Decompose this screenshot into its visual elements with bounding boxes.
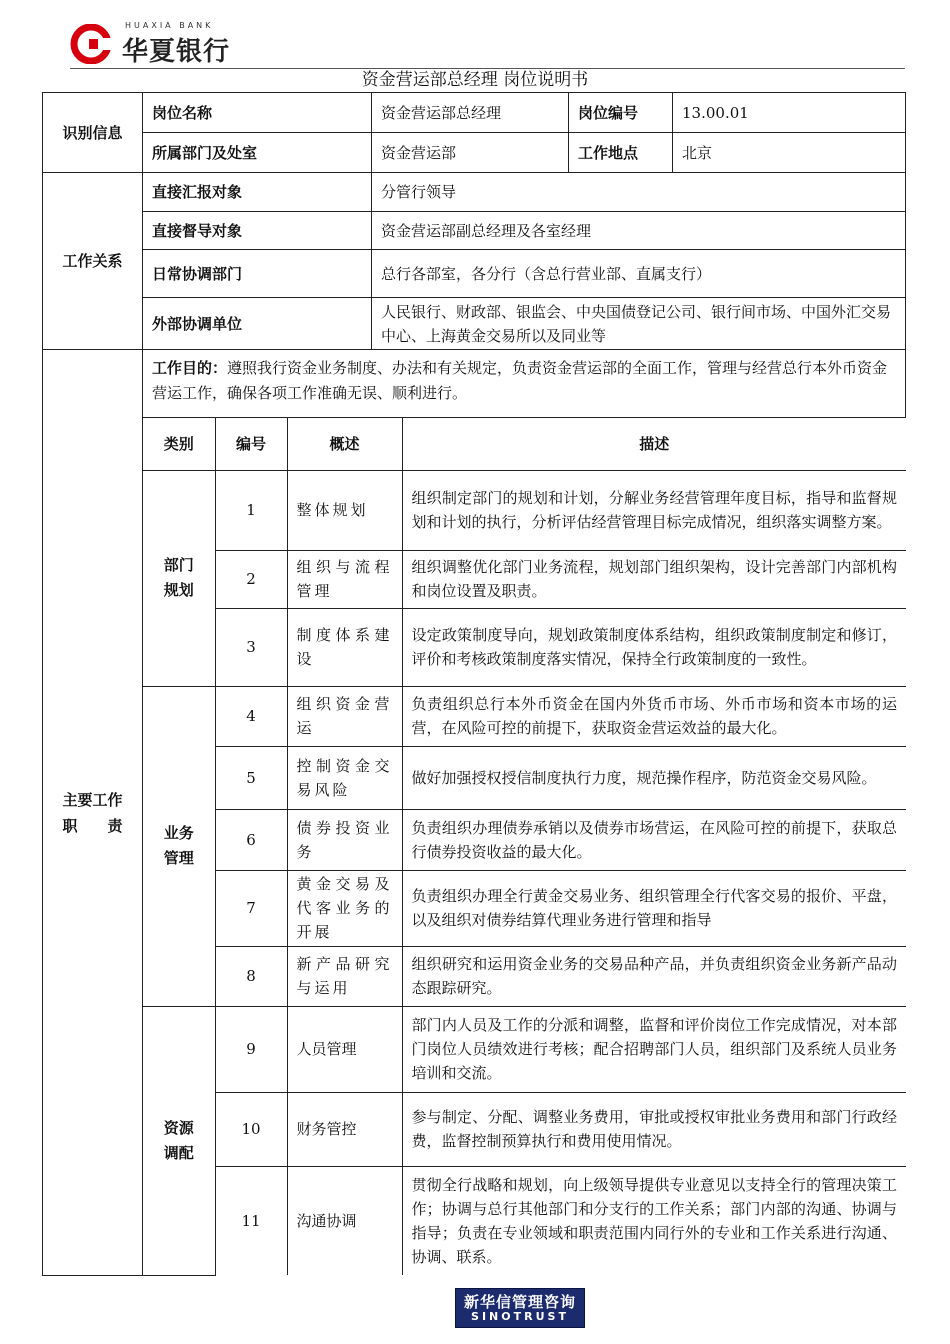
duty-description: 设定政策制度导向，规划政策制度体系结构，组织政策制度制定和修订，评价和考核政策制度落实情况，保持全行政策制度的一致性。 <box>402 608 906 686</box>
duty-number: 6 <box>215 809 287 870</box>
category-cell <box>143 1006 215 1275</box>
category-label: 资源调配 <box>163 1118 194 1162</box>
post-code-label: 岗位编号 <box>569 93 673 133</box>
duty-row <box>143 686 906 746</box>
duty-summary: 沟通协调 <box>287 1166 402 1275</box>
brand-name-cn: 华夏银行 <box>122 37 231 67</box>
section-duties-label: 主要工作职 责 <box>62 790 123 835</box>
duty-number: 7 <box>215 870 287 946</box>
job-description-table <box>42 92 906 1276</box>
location-value: 北京 <box>673 133 906 173</box>
duty-description: 负责组织办理债券承销以及债券市场营运，在风险可控的前提下，获取总行债券投资收益的最大化。 <box>402 809 906 870</box>
purpose-label: 工作目的： <box>152 359 228 377</box>
duty-summary: 人员管理 <box>287 1006 402 1092</box>
page-header <box>0 0 950 70</box>
duty-description: 组织调整优化部门业务流程，规划部门组织架构，设计完善部门内部机构和岗位设置及职责。 <box>402 550 906 608</box>
duty-row <box>143 946 906 1006</box>
duty-number: 11 <box>215 1166 287 1275</box>
duty-row <box>143 550 906 608</box>
footer-name-cn: 新华信管理咨询 <box>463 1293 576 1311</box>
relation-label: 日常协调部门 <box>143 250 372 298</box>
duty-number: 9 <box>215 1006 287 1092</box>
relation-row <box>43 250 906 298</box>
duty-summary: 财务管控 <box>287 1092 402 1166</box>
duty-row <box>143 809 906 870</box>
dept-value: 资金营运部 <box>372 133 569 173</box>
duties-header-row <box>143 418 906 470</box>
duty-number: 2 <box>215 550 287 608</box>
relation-row <box>43 298 906 350</box>
duty-summary: 控制资金交易风险 <box>287 746 402 809</box>
location-label: 工作地点 <box>569 133 673 173</box>
duty-description: 做好加强授权授信制度执行力度，规范操作程序，防范资金交易风险。 <box>402 746 906 809</box>
duty-row <box>143 470 906 550</box>
duties-table-cell <box>143 418 906 1276</box>
duty-row <box>143 608 906 686</box>
header-summary: 概述 <box>287 418 402 470</box>
duty-description: 组织研究和运用资金业务的交易品种产品，并负责组织资金业务新产品动态跟踪研究。 <box>402 946 906 1006</box>
relation-value: 资金营运部副总经理及各室经理 <box>372 212 906 250</box>
duty-row <box>143 870 906 946</box>
duty-number: 1 <box>215 470 287 550</box>
purpose-text: 遵照我行资金业务制度、办法和有关规定，负责资金营运部的全面工作，管理与经营总行本外币资金营运工作，确保各项工作准确无误、顺利进行。 <box>152 359 888 402</box>
duty-description: 负责组织办理全行黄金交易业务、组织管理全行代客交易的报价、平盘，以及组织对债券结算代理业务进行管理和指导 <box>402 870 906 946</box>
category-cell <box>143 470 215 686</box>
duty-number: 4 <box>215 686 287 746</box>
relation-row <box>43 173 906 212</box>
duty-summary: 黄金交易及代客业务的开展 <box>287 870 402 946</box>
duty-description: 部门内人员及工作的分派和调整，监督和评价岗位工作完成情况，对本部门岗位人员绩效进行考核；配合招聘部门人员，组织部门及系统人员业务培训和交流。 <box>402 1006 906 1092</box>
relation-value: 总行各部室，各分行（含总行营业部、直属支行） <box>372 250 906 298</box>
header-number: 编号 <box>215 418 287 470</box>
post-name-value: 资金营运部总经理 <box>372 93 569 133</box>
duty-row <box>143 1166 906 1275</box>
category-cell <box>143 686 215 1006</box>
header-category: 类别 <box>143 418 215 470</box>
relation-value: 人民银行、财政部、银监会、中央国债登记公司、银行间市场、中国外汇交易中心、上海黄金交易所以及同业等 <box>372 298 906 350</box>
footer-name-en: SINOTRUST <box>471 1310 569 1323</box>
work-purpose <box>143 350 906 418</box>
category-label: 部门规划 <box>163 556 194 599</box>
duty-number: 10 <box>215 1092 287 1166</box>
duty-row <box>143 746 906 809</box>
purpose-row <box>43 350 906 418</box>
dept-label: 所属部门及处室 <box>143 133 372 173</box>
duty-summary: 组织与流程管理 <box>287 550 402 608</box>
section-relations: 工作关系 <box>43 173 143 350</box>
section-identification: 识别信息 <box>43 93 143 173</box>
relation-row <box>43 212 906 250</box>
relation-label: 直接督导对象 <box>143 212 372 250</box>
duty-summary: 制度体系建设 <box>287 608 402 686</box>
duty-summary: 组织资金营运 <box>287 686 402 746</box>
duty-description: 组织制定部门的规划和计划，分解业务经营管理年度目标，指导和监督规划和计划的执行，分析评估经营管理目标完成情况，组织落实调整方案。 <box>402 470 906 550</box>
duty-number: 8 <box>215 946 287 1006</box>
duty-description: 负责组织总行本外币资金在国内外货币市场、外币市场和资本市场的运营，在风险可控的前提下，获取资金营运效益的最大化。 <box>402 686 906 746</box>
duty-summary: 整体规划 <box>287 470 402 550</box>
relation-value: 分管行领导 <box>372 173 906 212</box>
duties-table-row <box>43 418 906 1276</box>
brand-name-en: HUAXIA BANK <box>125 21 214 30</box>
identification-row-2 <box>43 133 906 173</box>
duty-row <box>143 1006 906 1092</box>
duty-description: 参与制定、分配、调整业务费用，审批或授权审批业务费用和部门行政经费，监督控制预算执行和费用使用情况。 <box>402 1092 906 1166</box>
header-description: 描述 <box>402 418 906 470</box>
identification-row-1 <box>43 93 906 133</box>
duty-row <box>143 1092 906 1166</box>
duty-number: 5 <box>215 746 287 809</box>
post-name-label: 岗位名称 <box>143 93 372 133</box>
document-title: 资金营运部总经理 岗位说明书 <box>361 70 589 90</box>
huaxia-bank-logo-icon <box>70 24 112 64</box>
duty-summary: 新产品研究与运用 <box>287 946 402 1006</box>
duties-table <box>143 418 906 1276</box>
duty-number: 3 <box>215 608 287 686</box>
duty-description: 贯彻全行战略和规划，向上级领导提供专业意见以支持全行的管理决策工作；协调与总行其他部门和分支行的工作关系；部门内部的沟通、协调与指导；负责在专业领域和职责范围内同行外的专业和工作关系进行沟通、协调、联系。 <box>402 1166 906 1275</box>
section-duties <box>43 350 143 1276</box>
relation-label: 外部协调单位 <box>143 298 372 350</box>
duty-summary: 债券投资业务 <box>287 809 402 870</box>
sinotrust-logo <box>455 1288 585 1328</box>
relation-label: 直接汇报对象 <box>143 173 372 212</box>
post-code-value: 13.00.01 <box>673 93 906 133</box>
category-label: 业务管理 <box>163 824 194 867</box>
